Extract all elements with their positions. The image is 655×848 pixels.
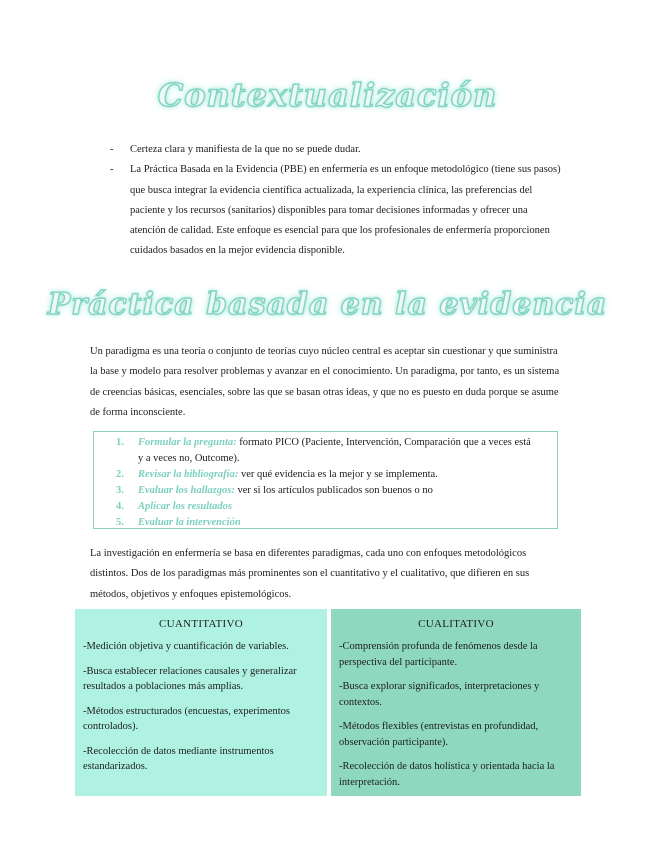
step-text: ver si los artículos publicados son buenos o no [234, 485, 433, 497]
context-bullet-list [110, 140, 565, 262]
step-item [116, 499, 536, 515]
quantitative-column [75, 609, 327, 796]
pbe-steps-list [116, 435, 536, 532]
paradigms-intro-paragraph: La investigación en enfermería se basa en diferentes paradigmas, cada uno con enfoques metodológicos distintos. Dos de los paradigmas más prominentes son el cuantitativo y el cualitativo, que difieren en sus métodos, objetivos y enfoques epistemológicos. [90, 548, 530, 600]
step-item [116, 467, 536, 483]
step-number: 5. [116, 517, 124, 529]
step-item [116, 435, 536, 467]
list-item: - Certeza clara y manifiesta de la que no se puede dudar. [110, 140, 565, 160]
step-number: 2. [116, 469, 124, 481]
step-label: Revisar la bibliografía: [138, 469, 239, 481]
list-item: -Medición objetiva y cuantificación de variables. [83, 641, 289, 652]
list-item: -Métodos estructurados (encuestas, experimentos controlados). [83, 705, 291, 732]
step-label: Aplicar los resultados [138, 501, 232, 513]
list-item: -Recolección de datos holística y orientada hacia la interpretación. [339, 761, 555, 788]
qualitative-column [331, 609, 581, 796]
list-item: -Busca establecer relaciones causales y generalizar resultados a poblaciones más amplias. [83, 665, 297, 692]
step-number: 1. [116, 437, 124, 448]
step-label: Evaluar la intervención [138, 517, 241, 529]
pbe-steps-box [93, 431, 558, 529]
list-item: -Busca explorar significados, interpretaciones y contextos. [339, 681, 540, 708]
list-item: -Recolección de datos mediante instrumentos estandarizados. [83, 745, 274, 772]
quantitative-title: CUANTITATIVO [159, 618, 243, 630]
step-number: 4. [116, 501, 124, 513]
step-text: ver qué evidencia es la mejor y se implementa. [238, 469, 438, 481]
step-item [116, 483, 536, 499]
paradigm-definition-paragraph: Un paradigma es una teoría o conjunto de teorías cuyo núcleo central es aceptar sin cuestionar y que suministra la base y modelo para resolver problemas y avanzar en el conocimiento. Un paradigma, por tanto, es un sistema de creencias básicas, esenciales, sobre las que se basan otras ideas, y que no es puesto en duda porque se asume de forma inconsciente. [90, 346, 560, 418]
step-label: Formular la pregunta: [138, 437, 237, 448]
step-item [116, 515, 536, 531]
step-text: formato PICO (Paciente, Intervención, Comparación que a veces está y a veces no, Outcome). [138, 437, 531, 465]
qualitative-title: CUALITATIVO [418, 618, 494, 630]
list-item: - La Práctica Basada en la Evidencia (PBE) en enfermería es un enfoque metodológico (tiene sus pasos) que busca integrar la evidencia científica actualizada, la experiencia clínica, las preferencias del paciente y los recursos (sanitarios) disponibles para tomar decisiones informadas y ofrecer una atención de calidad. Este enfoque es esencial para que los profesionales de enfermería proporcionen cuidados basados en la mejor evidencia disponible. [110, 160, 565, 261]
heading-pbe: Práctica basada en la evidencia [47, 287, 608, 322]
step-number: 3. [116, 485, 124, 497]
heading-contextualizacion: Contextualización [157, 76, 498, 114]
list-item: -Comprensión profunda de fenómenos desde la perspectiva del participante. [339, 641, 538, 668]
step-label: Evaluar los hallazgos: [138, 485, 235, 497]
list-item: -Métodos flexibles (entrevistas en profundidad, observación participante). [339, 721, 539, 748]
